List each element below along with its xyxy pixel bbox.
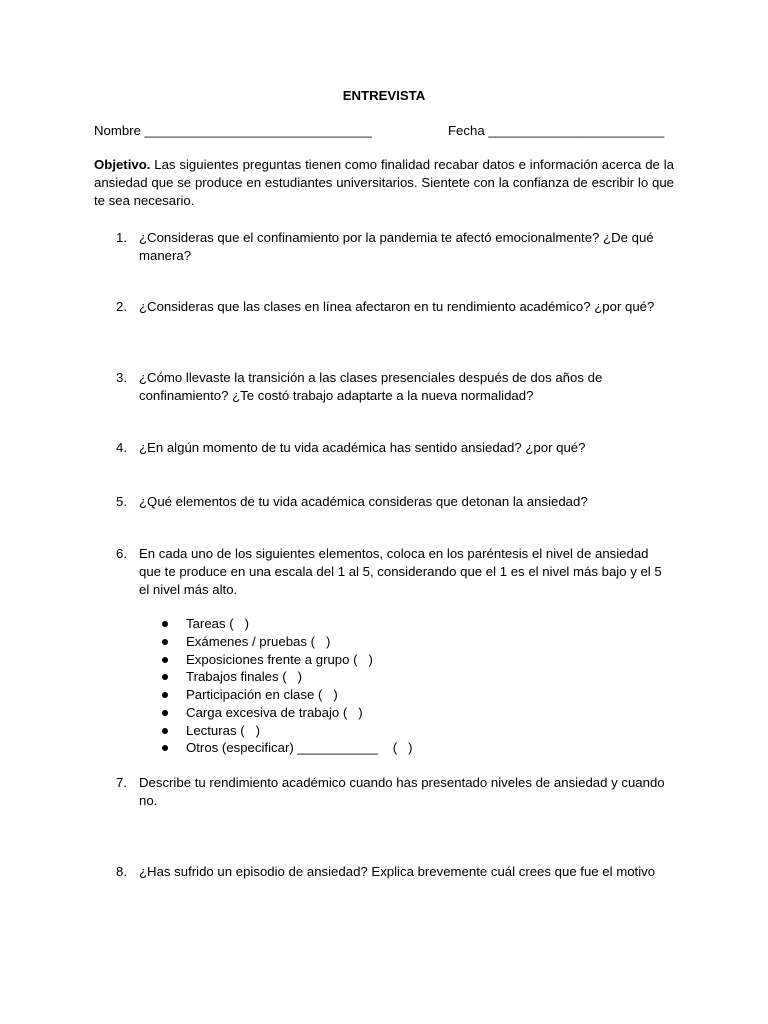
- list-item: Otros (especificar) ___________ ( ): [162, 739, 413, 757]
- question-number: 5.: [116, 494, 127, 509]
- fecha-field: Fecha ________________________: [448, 123, 665, 138]
- question-number: 2.: [116, 299, 127, 314]
- question-4: [94, 439, 674, 457]
- bullet-icon: [162, 639, 168, 645]
- list-item: Lecturas ( ): [162, 722, 413, 740]
- bullet-icon: [162, 745, 168, 751]
- question-text: ¿Has sufrido un episodio de ansiedad? Explica brevemente cuál crees que fue el motivo: [139, 864, 656, 879]
- question-text: ¿Cómo llevaste la transición a las clases presenciales después de dos años de confinamiento? ¿Te costó trabajo adaptarte a la nueva normalidad?: [139, 370, 603, 403]
- objective-text: Las siguientes preguntas tienen como finalidad recabar datos e información acerca de la ansiedad que se produce en estudiantes universitarios. Sientete con la confianza de escribir lo que te sea necesario.: [94, 157, 674, 208]
- nombre-field: Nombre _______________________________: [94, 123, 372, 138]
- question-3: [94, 369, 674, 405]
- question-1: [94, 229, 674, 265]
- question-text: ¿Qué elementos de tu vida académica consideras que detonan la ansiedad?: [139, 494, 588, 509]
- question-text: En cada uno de los siguientes elementos, coloca en los paréntesis el nivel de ansiedad que te produce en una escala del 1 al 5, considerando que el 1 es el nivel más bajo y el 5 el nivel más alto.: [139, 546, 662, 597]
- question-text: ¿Consideras que las clases en línea afectaron en tu rendimiento académico? ¿por qué?: [139, 299, 655, 314]
- list-item: Tareas ( ): [162, 615, 413, 633]
- list-item: Exposiciones frente a grupo ( ): [162, 651, 413, 669]
- question-2: [94, 298, 674, 316]
- list-item: Trabajos finales ( ): [162, 668, 413, 686]
- objective-label: Objetivo.: [94, 157, 151, 172]
- question-7: [94, 774, 674, 810]
- question-number: 1.: [116, 230, 127, 245]
- question-number: 8.: [116, 864, 127, 879]
- question-text: ¿En algún momento de tu vida académica has sentido ansiedad? ¿por qué?: [139, 440, 586, 455]
- objective-paragraph: [94, 156, 674, 210]
- question-8: [94, 863, 674, 881]
- question-text: ¿Consideras que el confinamiento por la pandemia te afectó emocionalmente? ¿De qué manera?: [139, 230, 654, 263]
- header-fields: [94, 122, 674, 140]
- question-number: 4.: [116, 440, 127, 455]
- bullet-icon: [162, 621, 168, 627]
- question-number: 7.: [116, 775, 127, 790]
- bullet-icon: [162, 728, 168, 734]
- list-item: Carga excesiva de trabajo ( ): [162, 704, 413, 722]
- bullet-icon: [162, 710, 168, 716]
- list-item: Exámenes / pruebas ( ): [162, 633, 413, 651]
- question-5: [94, 493, 674, 511]
- bullet-icon: [162, 657, 168, 663]
- question-number: 6.: [116, 546, 127, 561]
- question-6: [94, 545, 674, 599]
- document-title: ENTREVISTA: [342, 88, 426, 103]
- bullet-icon: [162, 674, 168, 680]
- question-text: Describe tu rendimiento académico cuando has presentado niveles de ansiedad y cuando no.: [139, 775, 665, 808]
- anxiety-items-list: [162, 615, 413, 757]
- list-item: Participación en clase ( ): [162, 686, 413, 704]
- bullet-icon: [162, 692, 168, 698]
- question-number: 3.: [116, 370, 127, 385]
